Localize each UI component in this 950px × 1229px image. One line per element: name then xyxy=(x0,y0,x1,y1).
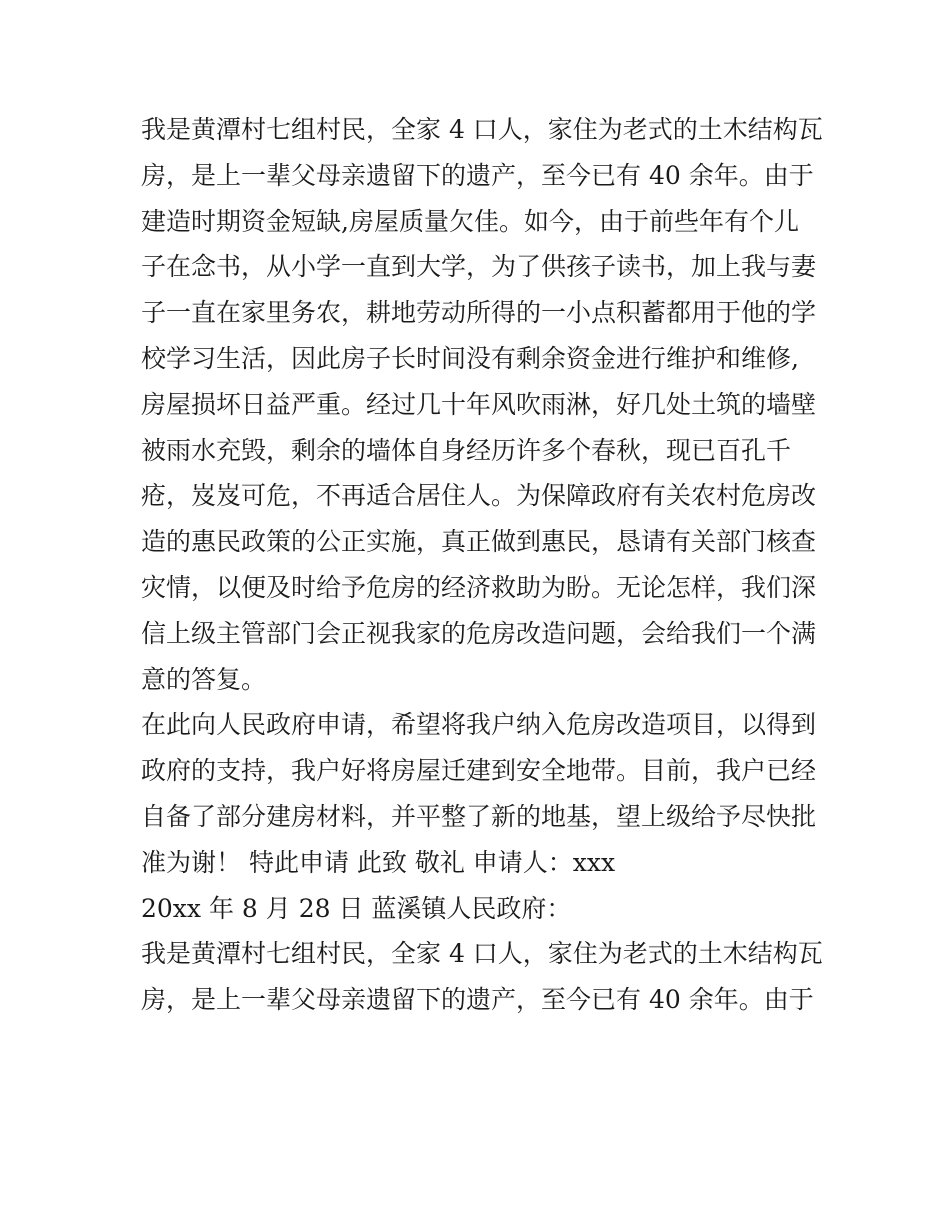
text-line: 政府的支持，我户好将房屋迁建到安全地带。目前，我户已经 xyxy=(141,756,817,786)
text-line: 在此向人民政府申请，希望将我户纳入危房改造项目，以得到 xyxy=(141,710,817,740)
text-line: 自备了部分建房材料，并平整了新的地基，望上级给予尽快批 xyxy=(141,801,817,831)
text-line: 建造时期资金短缺,房屋质量欠佳。如今，由于前些年有个儿 xyxy=(141,206,799,236)
text-line: 房，是上一辈父母亲遗留下的遗产，至今已有 40 余年。由于 xyxy=(141,160,814,190)
text-line: 我是黄潭村七组村民，全家 4 口人，家住为老式的土木结构瓦 xyxy=(141,939,823,969)
text-line: 校学习生活，因此房子长时间没有剩余资金进行维护和维修, xyxy=(141,343,799,373)
text-line: 子在念书，从小学一直到大学，为了供孩子读书，加上我与妻 xyxy=(141,252,817,282)
text-line: 灾情，以便及时给予危房的经济救助为盼。无论怎样，我们深 xyxy=(141,572,817,602)
document-body xyxy=(141,107,821,1023)
text-line: 准为谢！ 特此申请 此致 敬礼 申请人：xxx xyxy=(141,847,616,877)
text-line: 我是黄潭村七组村民，全家 4 口人，家住为老式的土木结构瓦 xyxy=(141,115,823,144)
text-line: 造的惠民政策的公正实施，真正做到惠民，恳请有关部门核查 xyxy=(141,527,817,557)
text-line: 意的答复。 xyxy=(141,664,267,694)
text-line: 被雨水充毁，剩余的墙体自身经历许多个春秋，现已百孔千 xyxy=(141,435,792,465)
text-line: 疮，岌岌可危，不再适合居住人。为保障政府有关农村危房改 xyxy=(141,481,817,511)
text-line: 房屋损坏日益严重。经过几十年风吹雨淋，好几处土筑的墙壁 xyxy=(141,389,817,419)
text-line: 房，是上一辈父母亲遗留下的遗产，至今已有 40 余年。由于 xyxy=(141,985,814,1015)
text-line: 信上级主管部门会正视我家的危房改造问题，会给我们一个满 xyxy=(141,618,817,648)
date-line: 20xx 年 8 月 28 日 蓝溪镇人民政府： xyxy=(141,893,572,923)
text-line: 子一直在家里务农，耕地劳动所得的一小点积蓄都用于他的学 xyxy=(141,298,817,328)
